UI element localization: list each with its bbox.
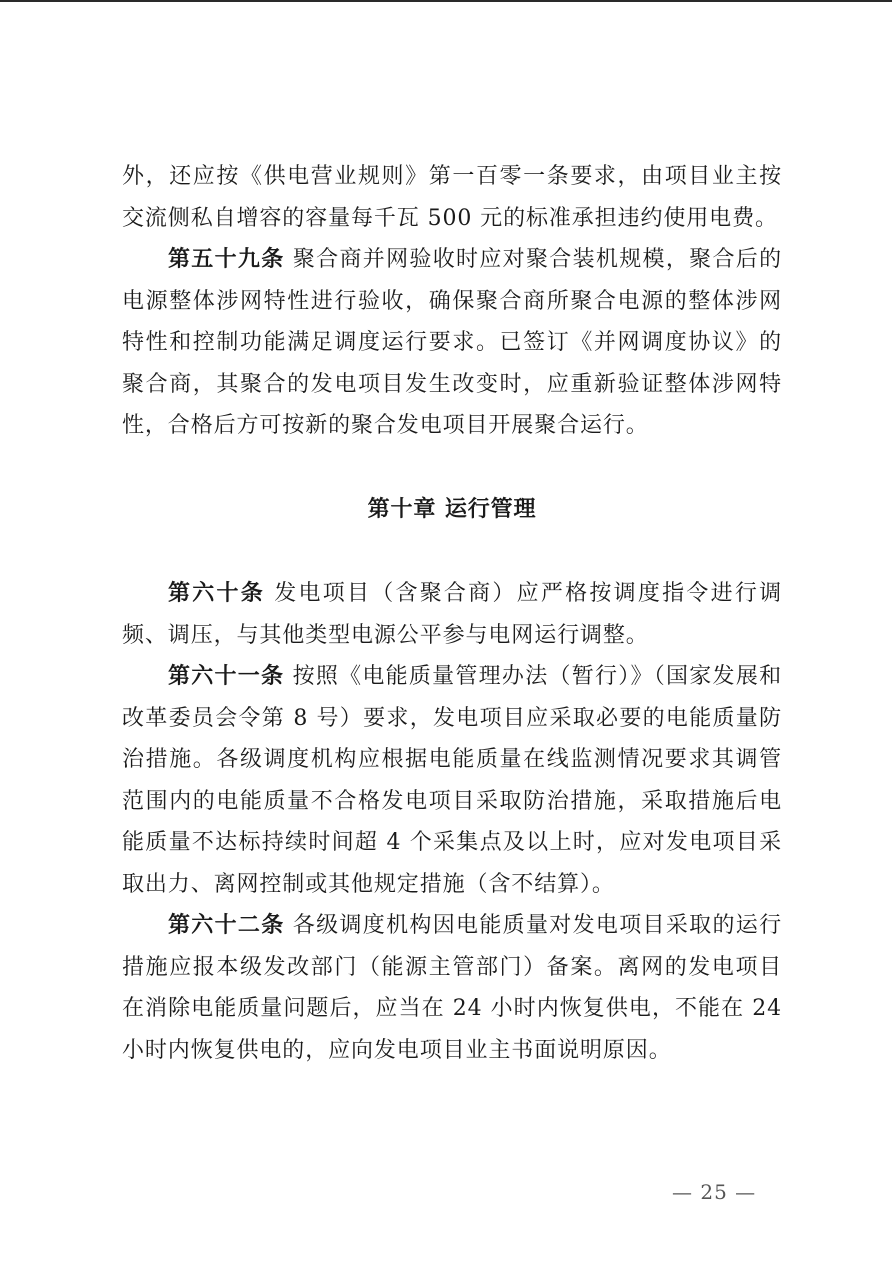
article-number: 第六十一条 (168, 664, 285, 689)
article-59 (122, 239, 782, 447)
article-62 (122, 905, 782, 1071)
page-top-border (0, 0, 892, 2)
page-number: — 25 — (672, 1180, 757, 1204)
article-60 (122, 573, 782, 656)
article-number: 第五十九条 (168, 247, 285, 272)
document-body (122, 156, 782, 1071)
article-number: 第六十条 (168, 581, 265, 606)
paragraph-text: 聚合商并网验收时应对聚合装机规模，聚合后的电源整体涉网特性进行验收，确保聚合商所聚合电源的整体涉网特性和控制功能满足调度运行要求。已签订《并网调度协议》的聚合商，其聚合的发电项目发生改变时，应重新验证整体涉网特性，合格后方可按新的聚合发电项目开展聚合运行。 (122, 247, 782, 438)
chapter-heading: 第十章 运行管理 (367, 496, 537, 522)
paragraph-text: 按照《电能质量管理办法（暂行）》（国家发展和改革委员会令第 8 号）要求，发电项目应采取必要的电能质量防治措施。各级调度机构应根据电能质量在线监测情况要求其调管范围内的电能质量不合格发电项目采取防治措施，采取措施后电能质量不达标持续时间超 4 个采集点及以上时，应对发电项目采取出力、离网控制或其他规定措施（含不结算）。 (122, 664, 782, 897)
article-61 (122, 656, 782, 905)
paragraph-text: 发电项目（含聚合商）应严格按调度指令进行调频、调压，与其他类型电源公平参与电网运行调整。 (122, 581, 782, 648)
paragraph-continuation (122, 156, 782, 239)
article-number: 第六十二条 (168, 913, 285, 938)
paragraph-text: 外，还应按《供电营业规则》第一百零一条要求，由项目业主按交流侧私自增容的容量每千瓦 500 元的标准承担违约使用电费。 (122, 164, 782, 231)
paragraph-text: 各级调度机构因电能质量对发电项目采取的运行措施应报本级发改部门（能源主管部门）备案。离网的发电项目在消除电能质量问题后，应当在 24 小时内恢复供电，不能在 24 小时内恢复供电的，应向发电项目业主书面说明原因。 (122, 913, 782, 1063)
